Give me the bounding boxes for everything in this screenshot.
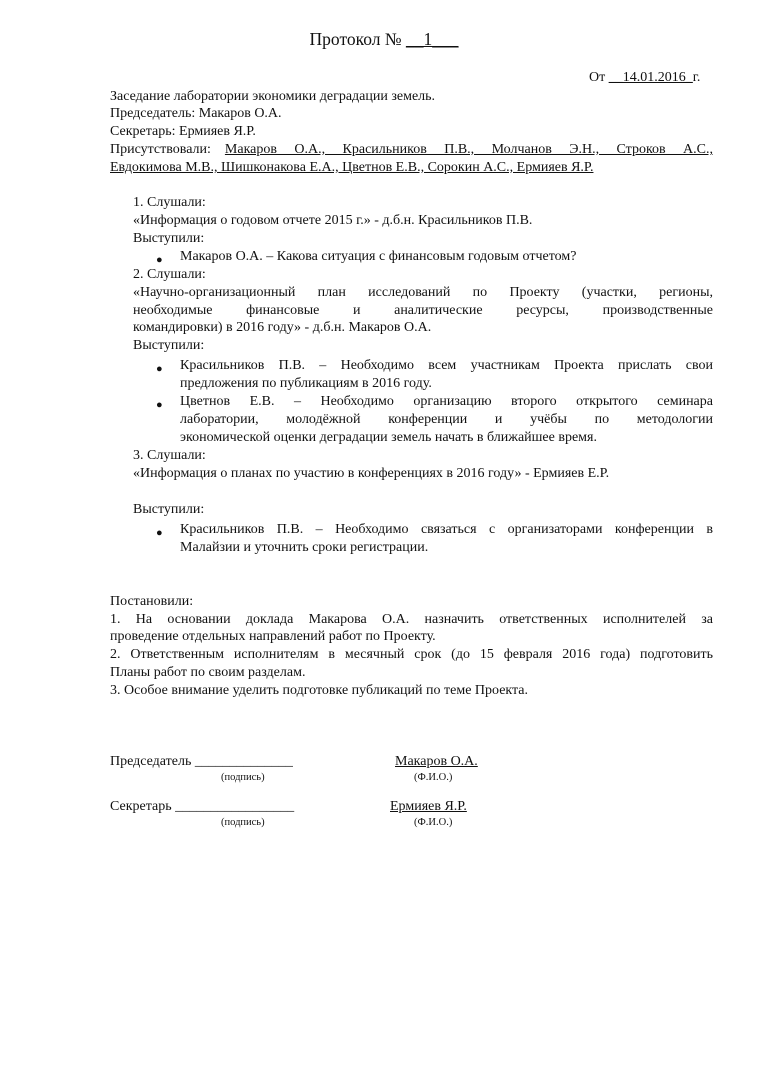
decision-1-line-2: проведение отдельных направлений работ по Проекту. <box>110 629 436 644</box>
item-2-heading: 2. Слушали: <box>133 267 206 282</box>
decision-heading: Постановили: <box>110 594 194 609</box>
title-prefix: Протокол № <box>309 29 402 49</box>
bullet-icon: ● <box>156 254 163 266</box>
bullet-icon: ● <box>156 399 163 411</box>
present-names-1: Макаров О.А., Красильников П.В., Молчанов Э.Н., Строков А.С., <box>224 142 713 157</box>
secretary-name: Ермияев Я.Р. <box>390 799 467 814</box>
chair-fio-caption: (Ф.И.О.) <box>414 772 453 783</box>
item-1-spoke: Выступили: <box>133 231 205 246</box>
meeting-title: Заседание лаборатории экономики деградации земель. <box>110 89 436 104</box>
item-2-text-1: «Научно-организационный план исследований по Проекту (участки, регионы, <box>133 285 713 300</box>
date-prefix: От <box>589 70 606 85</box>
decision-1-line-1: 1. На основании доклада Макарова О.А. назначить ответственных исполнителей за <box>110 612 713 627</box>
item-3-spoke: Выступили: <box>133 502 205 517</box>
secretary-signature-line <box>110 799 294 816</box>
secretary-fio-caption: (Ф.И.О.) <box>414 817 453 828</box>
item-3-bullet-1-line-1: Красильников П.В. – Необходимо связаться с организаторами конференции в <box>180 522 713 537</box>
item-3-heading: 3. Слушали: <box>133 448 206 463</box>
secretary-label: Секретарь _____________ <box>110 799 267 814</box>
secretary-sign-caption: (подпись) <box>221 817 265 828</box>
item-2-bullet-1-line-1: Красильников П.В. – Необходимо всем участникам Проекта прислать свои <box>180 358 713 373</box>
bullet-icon: ● <box>156 527 163 539</box>
chair-sign-caption: (подпись) <box>221 772 265 783</box>
item-3-text: «Информация о планах по участию в конференциях в 2016 году» - Ермияев Е.Р. <box>133 466 610 481</box>
item-2-bullet-2-line-3: экономической оценки деградации земель начать в ближайшее время. <box>180 430 597 445</box>
secretary-line: Секретарь: Ермияев Я.Р. <box>110 124 256 139</box>
item-1-bullet-1: Макаров О.А. – Какова ситуация с финансовым годовым отчетом? <box>180 249 577 264</box>
document-title <box>0 31 768 48</box>
item-2-bullet-2-line-2: лаборатории, молодёжной конференции и учёбы по методологии <box>180 412 713 427</box>
protocol-date <box>589 70 700 87</box>
protocol-number: __1___ <box>405 29 459 49</box>
present-names-2: Евдокимова М.В., Шишконакова Е.А., Цветнов Е.В., Сорокин А.С., Ермияев Я.Р. <box>110 160 594 175</box>
item-1-text: «Информация о годовом отчете 2015 г.» - д.б.н. Красильников П.В. <box>133 213 533 228</box>
decision-3: 3. Особое внимание уделить подготовке публикаций по теме Проекта. <box>110 683 529 698</box>
date-value: __14.01.2016_ <box>608 70 693 85</box>
bullet-icon: ● <box>156 363 163 375</box>
secretary-line-tail: ____ <box>266 799 295 814</box>
decision-2-line-2: Планы работ по своим разделам. <box>110 665 306 680</box>
chair-name: Макаров О.А. <box>395 754 478 769</box>
item-2-bullet-1-line-2: предложения по публикациям в 2016 году. <box>180 376 432 391</box>
item-2-bullet-2-line-1: Цветнов Е.В. – Необходимо организацию второго открытого семинара <box>180 394 713 409</box>
item-2-spoke: Выступили: <box>133 338 205 353</box>
item-3-bullet-1-line-2: Малайзии и уточнить сроки регистрации. <box>180 540 429 555</box>
date-suffix: г. <box>692 70 701 85</box>
present-line-1 <box>110 142 713 159</box>
item-2-text-3: командировки) в 2016 году» - д.б.н. Макаров О.А. <box>133 320 432 335</box>
item-2-text-2: необходимые финансовые и аналитические ресурсы, производственные <box>133 303 713 318</box>
chairman-line: Председатель: Макаров О.А. <box>110 106 282 121</box>
chair-signature-line: Председатель ______________ <box>110 754 293 769</box>
present-label: Присутствовали: <box>110 142 211 157</box>
item-1-heading: 1. Слушали: <box>133 195 206 210</box>
decision-2-line-1: 2. Ответственным исполнителям в месячный срок (до 15 февраля 2016 года) подготовить <box>110 647 713 662</box>
